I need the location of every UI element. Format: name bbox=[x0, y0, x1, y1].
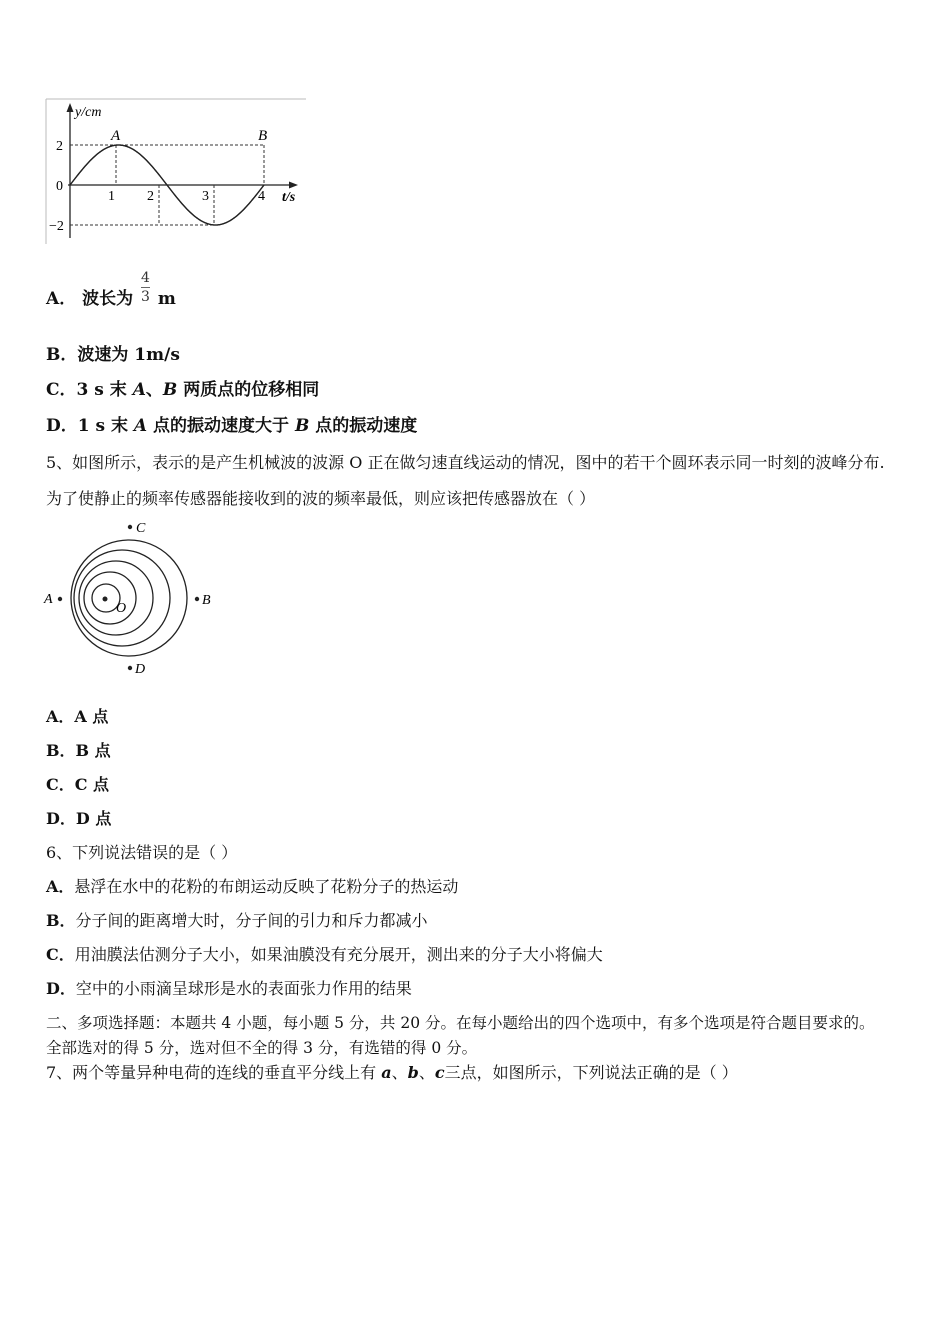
q5-stem-line2: 为了使静止的频率传感器能接收到的波的频率最低，则应该把传感器放在（ ） bbox=[46, 489, 596, 508]
option-letter: D． bbox=[46, 416, 78, 436]
q5-option-b bbox=[46, 740, 111, 762]
option-letter: B． bbox=[46, 345, 78, 365]
option-letter: C． bbox=[46, 380, 77, 400]
option-text: 空中的小雨滴呈球形是水的表面张力作用的结果 bbox=[75, 979, 412, 998]
label-o: O bbox=[116, 601, 127, 616]
wave-graph-figure bbox=[44, 98, 309, 246]
point-a-dot bbox=[58, 597, 62, 601]
stem-text-1: 7、两个等量异种电荷的连线的垂直平分线上有 bbox=[46, 1063, 377, 1082]
option-letter: C． bbox=[46, 945, 75, 964]
separator: 、 bbox=[391, 1063, 408, 1082]
fraction-numerator: 4 bbox=[141, 270, 150, 286]
option-text-1: 1 s 末 bbox=[77, 416, 128, 436]
source-point-o bbox=[103, 597, 108, 602]
option-text: C 点 bbox=[74, 775, 110, 794]
wave-rings-figure bbox=[40, 514, 220, 680]
var-b: B bbox=[162, 380, 178, 400]
fraction-denominator: 3 bbox=[141, 289, 150, 305]
option-letter: B． bbox=[46, 911, 76, 930]
section2-heading-line1: 二、多项选择题：本题共 4 小题，每小题 5 分，共 20 分。在每小题给出的四个选项中，有多个选项是符合题目要求的。 bbox=[46, 1014, 875, 1032]
label-a: A bbox=[44, 592, 53, 607]
option-letter: D． bbox=[46, 809, 76, 828]
q5-option-d bbox=[46, 808, 111, 830]
wave-rings bbox=[71, 540, 187, 656]
separator: 、 bbox=[145, 380, 163, 400]
option-text: 分子间的距离增大时，分子间的引力和斥力都减小 bbox=[75, 911, 428, 930]
option-unit: m bbox=[157, 289, 176, 309]
fraction bbox=[141, 271, 150, 304]
var-a: A bbox=[132, 380, 146, 400]
var-c: c bbox=[434, 1063, 445, 1082]
point-c-dot bbox=[128, 525, 132, 529]
y-tick-0: 0 bbox=[56, 179, 63, 194]
x-tick-4: 4 bbox=[258, 189, 265, 204]
option-text-3: 点的振动速度 bbox=[315, 416, 418, 436]
option-letter: B． bbox=[46, 741, 76, 760]
y-axis-arrow bbox=[67, 103, 74, 112]
option-text: D 点 bbox=[75, 809, 112, 828]
label-c: C bbox=[136, 521, 146, 536]
q5-option-a bbox=[46, 706, 108, 728]
option-text: 悬浮在水中的花粉的布朗运动反映了花粉分子的热运动 bbox=[74, 877, 459, 896]
option-text-1: 3 s 末 bbox=[76, 380, 127, 400]
separator: 、 bbox=[418, 1063, 435, 1082]
point-b-dot bbox=[195, 597, 199, 601]
point-d-dot bbox=[128, 666, 132, 670]
q6-option-d bbox=[46, 978, 412, 1000]
y-tick-neg2: −2 bbox=[49, 219, 64, 234]
point-label-a: A bbox=[111, 128, 121, 144]
label-d: D bbox=[135, 662, 146, 677]
x-tick-2: 2 bbox=[147, 189, 154, 204]
q4-option-a bbox=[46, 270, 176, 316]
q6-option-a bbox=[46, 876, 458, 898]
x-tick-1: 1 bbox=[108, 189, 115, 204]
option-letter: A． bbox=[46, 877, 75, 896]
option-text: 用油膜法估测分子大小，如果油膜没有充分展开，测出来的分子大小将偏大 bbox=[74, 945, 603, 964]
var-b: b bbox=[407, 1063, 419, 1082]
option-letter: C． bbox=[46, 775, 75, 794]
stem-text-2: 三点，如图所示，下列说法正确的是（ ） bbox=[444, 1063, 738, 1082]
point-label-b: B bbox=[258, 128, 268, 144]
x-axis-arrow bbox=[289, 182, 298, 189]
option-letter: A． bbox=[46, 289, 77, 309]
label-b: B bbox=[202, 593, 211, 608]
var-a: A bbox=[133, 416, 148, 436]
var-b: B bbox=[294, 416, 310, 436]
q6-option-c bbox=[46, 944, 603, 966]
option-letter: A． bbox=[46, 707, 75, 726]
ring-2 bbox=[74, 550, 170, 646]
option-text: 波长为 bbox=[82, 289, 134, 309]
option-text-2: 两质点的位移相同 bbox=[183, 380, 320, 400]
var-a: a bbox=[381, 1063, 392, 1082]
q4-option-c bbox=[46, 379, 319, 401]
x-axis-label: t/s bbox=[282, 190, 296, 205]
option-text: A 点 bbox=[74, 707, 109, 726]
option-text: B 点 bbox=[75, 741, 111, 760]
x-tick-3: 3 bbox=[202, 189, 209, 204]
q6-stem: 6、下列说法错误的是（ ） bbox=[46, 843, 238, 862]
q4-option-d bbox=[46, 415, 417, 437]
y-axis-label: y/cm bbox=[75, 105, 102, 120]
q5-option-c bbox=[46, 774, 109, 796]
q6-option-b bbox=[46, 910, 428, 932]
option-letter: D． bbox=[46, 979, 76, 998]
option-text-2: 点的振动速度大于 bbox=[153, 416, 290, 436]
q4-option-b bbox=[46, 344, 180, 366]
y-tick-2: 2 bbox=[56, 139, 63, 154]
option-text: 波速为 1m/s bbox=[77, 345, 180, 365]
q5-stem-line1: 5、如图所示，表示的是产生机械波的波源 O 正在做匀速直线运动的情况，图中的若干个圆环表示同一时刻的波峰分布. bbox=[46, 453, 885, 472]
section2-heading-line2: 全部选对的得 5 分，选对但不全的得 3 分，有选错的得 0 分。 bbox=[46, 1039, 478, 1057]
q7-stem bbox=[46, 1062, 738, 1084]
